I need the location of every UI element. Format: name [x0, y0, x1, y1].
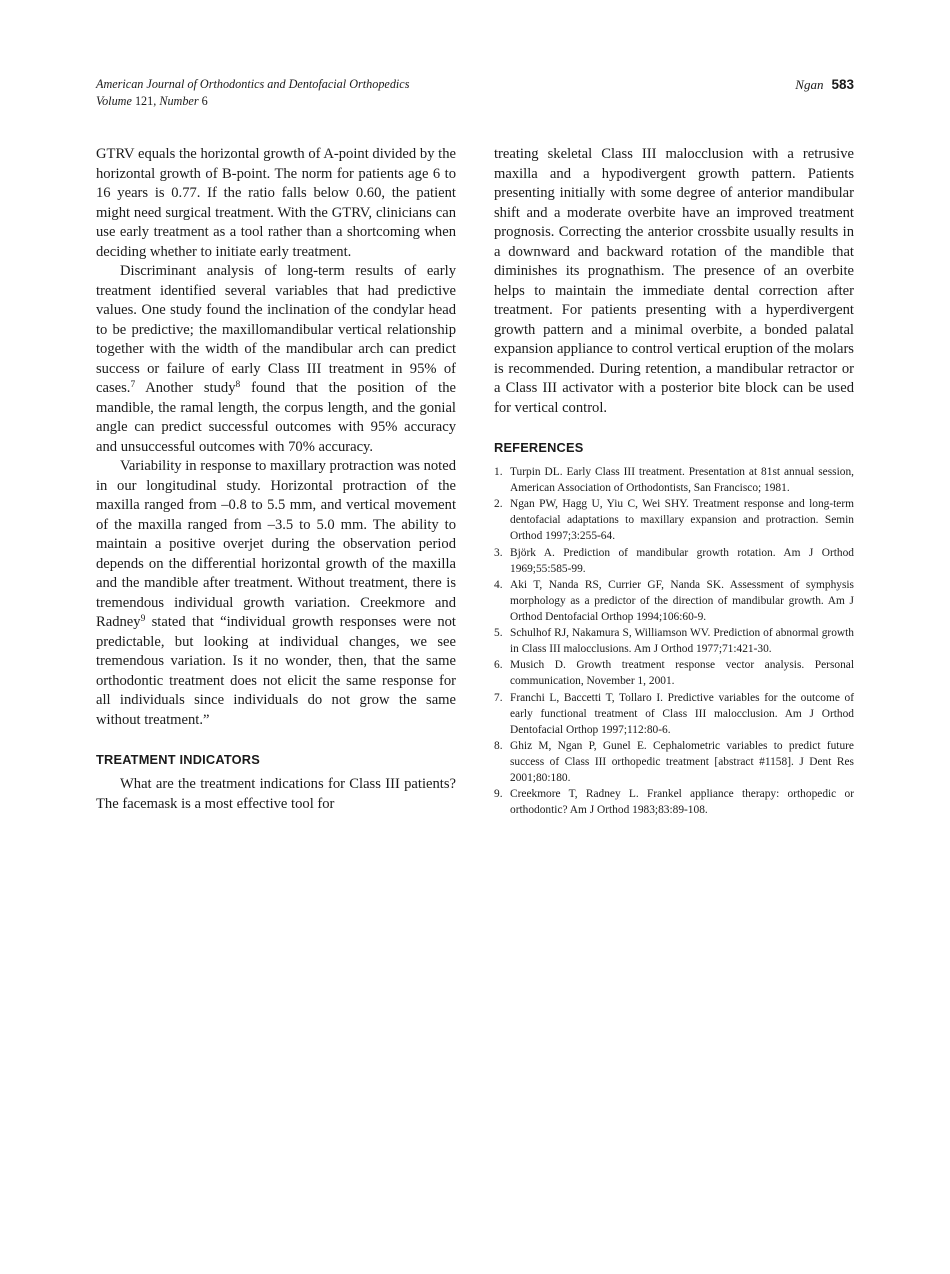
citation-8: 8	[235, 380, 241, 390]
author-name: Ngan	[795, 77, 824, 92]
reference-list	[494, 464, 854, 818]
journal-info	[96, 76, 409, 110]
paragraph-discriminant: Discriminant analysis of long-term results of early treatment identified several variables that had predictive values. One study found the inclination of the condylar head to be predictive; the maxillomandibular vertical relationship together with the width of the mandibular arch can predict success or failure of early Class III treatment in 95% of cases.$^7$ Another study$^8$ found that the position of the mandible, the ramal length, the corpus length, and the gonial angle can predict successful outcomes with 95% accuracy and unsuccessful outcomes with 70% accuracy.	[96, 263, 456, 455]
running-header	[96, 76, 854, 112]
page-number: 583	[831, 77, 854, 92]
paragraph-variability: Variability in response to maxillary protraction was noted in our longitudinal study. Horizontal protraction of the maxilla ranged from –0.8 to 5.5 mm, and vertical movement of the maxilla ranged from –3.5 to 5.0 mm. The ability to maintain a positive overjet during the observation period depends on the differential horizontal growth of the maxilla and the mandible after treatment. Without treatment, there is tremendous individual growth variation. Creekmore and Radney$^9$ stated that “individual growth responses were not predictable, but looking at individual changes, we see tremendous variation. Is it no wonder, then, that the same orthodontic treatment does not elicit the same response for all individuals since individuals do not grow the same without treatment.”	[96, 458, 456, 728]
paragraph-indications: What are the treatment indications for Class III patients? The facemask is a most effective tool for	[96, 776, 456, 812]
reference-item: 6. Musich D. Growth treatment response vector analysis. Personal communication, November 1, 2001.	[494, 659, 854, 688]
left-column	[96, 145, 456, 814]
right-column	[494, 145, 854, 819]
reference-item: 3. Björk A. Prediction of mandibular growth rotation. Am J Orthod 1969;55:585-99.	[494, 546, 854, 575]
reference-item: 1. Turpin DL. Early Class III treatment. Presentation at 81st annual session, American Association of Orthodontists, San Francisco; 1981.	[494, 466, 854, 494]
section-heading-treatment-indicators: TREATMENT INDICATORS	[96, 752, 260, 767]
reference-item: 7. Franchi L, Baccetti T, Tollaro I. Predictive variables for the outcome of early functional treatment of Class III malocclusion. Am J Orthod Dentofacial Orthop 1997;112:80-6.	[494, 691, 854, 736]
page-head-right	[795, 76, 854, 93]
reference-item: 5. Schulhof RJ, Nakamura S, Williamson WV. Prediction of abnormal growth in Class III malocclusions. Am J Orthod 1977;71:421-30.	[494, 627, 854, 656]
reference-item: 9. Creekmore T, Radney L. Frankel appliance therapy: orthopedic or orthodontic? Am J Orthod 1983;83:89-108.	[494, 788, 854, 817]
reference-item: 4. Aki T, Nanda RS, Currier GF, Nanda SK. Assessment of symphysis morphology as a predictor of the direction of mandibular growth. Am J Orthod Dentofacial Orthop 1994;106:60-9.	[494, 578, 854, 623]
paragraph-facemask: treating skeletal Class III malocclusion with a retrusive maxilla and a hypodivergent growth pattern. Patients presenting initially with some degree of anterior mandibular shift and a moderate overbite have an improved treatment prognosis. Correcting the anterior crossbite usually results in a downward and backward rotation of the mandible that diminishes its prognathism. The presence of an overbite helps to maintain the immediate dental correction after treatment. For patients presenting with a hyperdivergent growth pattern and a minimal overbite, a bonded palatal expansion appliance to control vertical eruption of the molars is recommended. During retention, a mandibular retractor or a Class III activator with a posterior bite block can be used for vertical control.	[494, 146, 854, 416]
reference-item: 2. Ngan PW, Hagg U, Yiu C, Wei SHY. Treatment response and long-term dentofacial adaptations to maxillary expansion and protraction. Semin Orthod 1997;3:255-64.	[494, 498, 854, 543]
references-heading: REFERENCES	[494, 440, 584, 455]
reference-item: 8. Ghiz M, Ngan P, Gunel E. Cephalometric variables to predict future success of Class III orthopedic treatment [abstract #1158]. J Dent Res 2001;80:180.	[494, 740, 854, 785]
volume-line: Volume 121, Number 6	[96, 94, 208, 108]
citation-7: 7	[130, 380, 136, 390]
paragraph-gtrv: GTRV equals the horizontal growth of A-point divided by the horizontal growth of B-point. The norm for patients age 6 to 16 years is 0.77. If the ratio falls below 0.60, the patient might need surgical treatment. With the GTRV, clinicians can use early treatment as a tool rather than a shortcoming when deciding whether to initiate early treatment.	[96, 146, 456, 260]
journal-title: American Journal of Orthodontics and Dentofacial Orthopedics	[96, 77, 410, 91]
citation-9: 9	[140, 614, 146, 624]
